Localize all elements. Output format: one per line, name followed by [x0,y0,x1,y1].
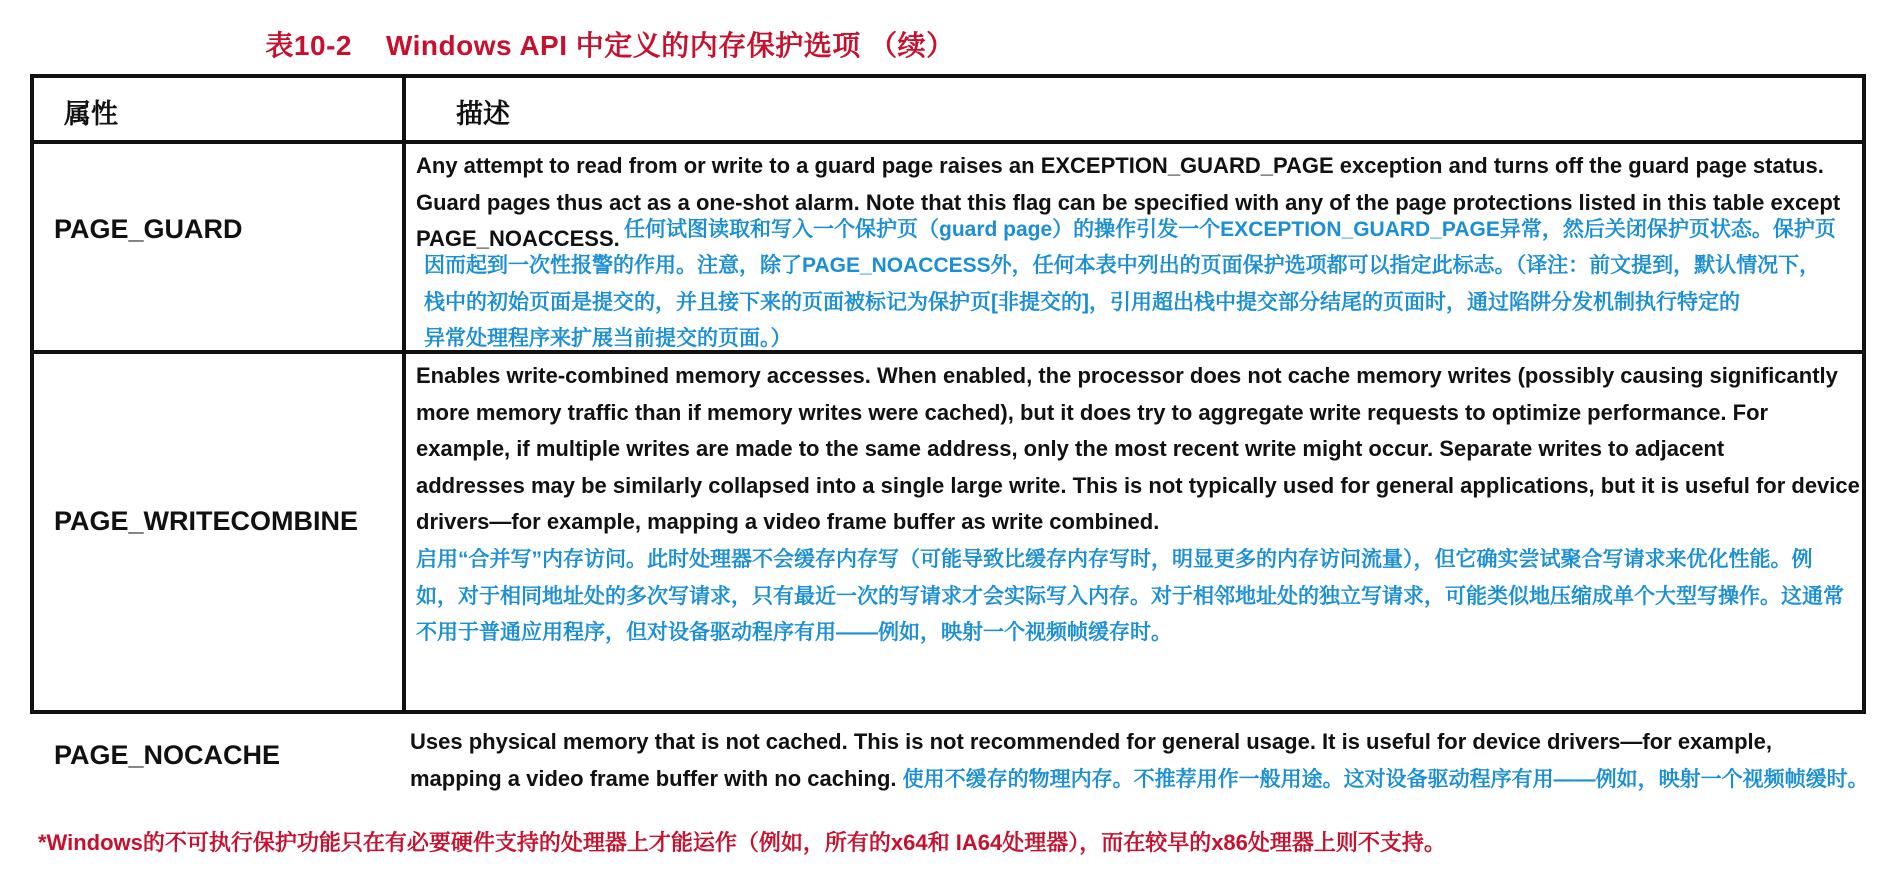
table-number: 表10-2 [265,30,352,61]
table-title [0,24,1220,64]
desc-zh-line: 启用“合并写”内存访问。此时处理器不会缓存内存写（可能导致比缓存内存写时，明显更多的内存访问流量），但它确实尝试聚合写请求来优化性能。例 [416,548,1813,571]
desc-line: addresses may be similarly collapsed into a single large write. This is not typically used for general applications, but it is useful for device [416,472,1860,498]
footnote: *Windows的不可执行保护功能只在有必要硬件支持的处理器上才能运作（例如，所有的x64和 IA64处理器），而在较早的x86处理器上则不支持。 [38,830,1446,855]
table-title-text: Windows API 中定义的内存保护选项 （续） [385,30,955,61]
header-divider [30,140,1866,144]
desc-line: mapping a video frame buffer with no caching. [410,765,897,791]
desc-line: Guard pages thus act as a one-shot alarm. Note that this flag can be specified with any of the page protections listed in this table except [416,189,1841,215]
desc-zh-inline: 使用不缓存的物理内存。不推荐用作一般用途。这对设备驱动程序有用——例如，映射一个视频帧缓时。 [902,767,1869,791]
row-attribute-page-writecombine: PAGE_WRITECOMBINE [54,506,359,536]
desc-zh-page-guard [424,248,1820,358]
desc-zh-line: 如，对于相同地址处的多次写请求，只有最近一次的写请求才会实际写入内存。对于相邻地址处的独立写请求，可能类似地压缩成单个大型写操作。这通常 [416,584,1844,608]
desc-zh-line: 不用于普通应用程序，但对设备驱动程序有用——例如，映射一个视频帧缓存时。 [416,621,1172,644]
header-description: 描述 [456,99,510,129]
desc-zh-page-guard-line1: 任何试图读取和写入一个保护页（guard page）的操作引发一个EXCEPTION_GUARD_PAGE异常，然后关闭保护页状态。保护页 [624,218,1836,241]
header-attribute: 属性 [64,99,118,129]
row-attribute-page-nocache: PAGE_NOCACHE [54,740,281,770]
desc-en-page-writecombine [416,358,1860,541]
desc-zh-page-writecombine [416,542,1844,652]
desc-line: Enables write-combined memory accesses. When enabled, the processor does not cache memory writes (possibly causing significantly [416,363,1838,388]
desc-line: drivers—for example, mapping a video frame buffer as write combined. [416,509,1160,534]
desc-line: example, if multiple writes are made to the same address, only the most recent write might occur. Separate writes to adjacent [416,436,1725,461]
desc-zh-line: 栈中的初始页面是提交的，并且接下来的页面被标记为保护页[非提交的]，引用超出栈中提交部分结尾的页面时，通过陷阱分发机制执行特定的 [424,290,1740,314]
desc-line: Any attempt to read from or write to a guard page raises an EXCEPTION_GUARD_PAGE exception and turns off the guard page status. [416,153,1824,178]
column-divider [402,78,406,714]
desc-zh-line: 异常处理程序来扩展当前提交的页面。） [424,327,792,350]
desc-page-nocache [410,724,1869,798]
desc-line: PAGE_NOACCESS. [416,226,620,251]
desc-line: more memory traffic than if memory writes were cached), but it does try to aggregate write requests to optimize performance. For [416,399,1769,425]
desc-line: Uses physical memory that is not cached. This is not recommended for general usage. It is useful for device drivers—for example, [410,729,1772,754]
row-attribute-page-guard: PAGE_GUARD [54,214,243,244]
desc-zh-line: 因而起到一次性报警的作用。注意，除了PAGE_NOACCESS外，任何本表中列出的页面保护选项都可以指定此标志。（译注：前文提到，默认情况下， [424,254,1821,277]
